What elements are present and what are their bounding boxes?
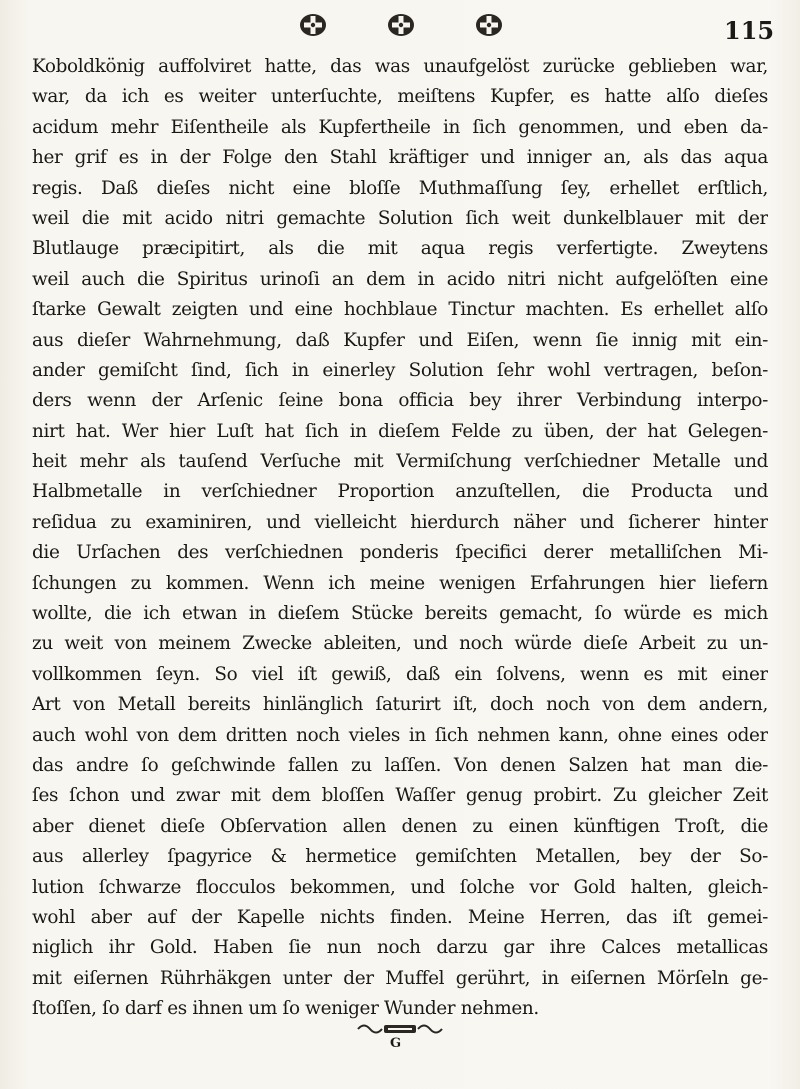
text-line: ſes ſchon und zwar mit dem bloſſen Waſſer genug probirt. Zu gleicher Zeit <box>32 785 768 807</box>
text-line: ſtarke Gewalt zeigten und eine hochblaue Tinctur machten. Es erhellet alſo <box>32 299 768 321</box>
text-line: ander gemiſcht ſind, ſich in einerley Solution ſehr wohl vertragen, beſon- <box>32 359 768 381</box>
text-line: ſchungen zu kommen. Wenn ich meine wenigen Erfahrungen hier liefern <box>32 572 768 594</box>
signature-mark: G <box>390 1036 402 1051</box>
page-header <box>0 6 800 46</box>
cross-ornament-icon <box>298 12 328 38</box>
text-line: mit eiſernen Rührhäkgen unter der Muffel gerührt, in eiſernen Mörſeln ge- <box>32 967 768 989</box>
text-line: reſidua zu examiniren, und vielleicht hierdurch näher und ſicherer hinter <box>32 511 768 533</box>
text-line: aus allerley ſpagyrice & hermetice gemiſchten Metallen, bey der So- <box>32 846 768 868</box>
text-line: acidum mehr Eiſentheile als Kupfertheile in ſich genommen, und eben da- <box>32 116 768 138</box>
text-line: niglich ihr Gold. Haben ſie nun noch darzu gar ihre Calces metallicas <box>32 937 768 959</box>
text-line: Halbmetalle in verſchiedner Proportion anzuſtellen, die Producta und <box>32 481 768 503</box>
cross-ornament-icon <box>386 12 416 38</box>
text-line: zu weit von meinem Zwecke ableiten, und noch würde dieſe Arbeit zu un- <box>32 633 768 655</box>
text-line: das andre ſo geſchwinde fallen zu laſſen. Von denen Salzen hat man die- <box>32 754 768 776</box>
page-number: 115 <box>724 16 775 45</box>
text-line: wollte, die ich etwan in dieſem Stücke bereits gemacht, ſo würde es mich <box>32 603 768 625</box>
text-line: wohl aber auf der Kapelle nichts finden. Meine Herren, das iſt gemei- <box>32 906 768 928</box>
body-text <box>32 52 768 1025</box>
text-line: Koboldkönig auffolviret hatte, das was unaufgelöst zurücke geblieben war, <box>32 56 768 77</box>
text-line: aber dienet dieſe Obſervation allen denen zu einen künftigen Troſt, die <box>32 815 768 837</box>
text-line: ſtoſſen, ſo darf es ihnen um ſo weniger Wunder nehmen. <box>32 998 539 1020</box>
text-line: war, da ich es weiter unterſuchte, meiſtens Kupfer, es hatte alſo dieſes <box>32 86 768 108</box>
text-line: heit mehr als tauſend Verſuche mit Vermiſchung verſchiedner Metalle und <box>32 451 768 473</box>
text-line: ders wenn der Arſenic ſeine bona officia bey ihrer Verbindung interpo- <box>32 390 768 412</box>
text-line: weil auch die Spiritus urinoſi an dem in acido nitri nicht aufgelöſten eine <box>32 268 768 290</box>
text-line: vollkommen ſeyn. So viel iſt gewiß, daß ein ſolvens, wenn es mit einer <box>32 663 768 685</box>
text-line: aus dieſer Wahrnehmung, daß Kupfer und Eiſen, wenn ſie innig mit ein- <box>32 329 768 351</box>
cross-ornament-icon <box>474 12 504 38</box>
text-line: weil die mit acido nitri gemachte Solution ſich weit dunkelblauer mit der <box>32 207 768 229</box>
text-line: die Urſachen des verſchiednen ponderis ſpecifici derer metalliſchen Mi- <box>32 542 768 564</box>
text-line: Blutlauge præcipitirt, als die mit aqua regis verfertigte. Zweytens <box>32 238 768 260</box>
text-line: auch wohl von dem dritten noch vieles in ſich nehmen kann, ohne eines oder <box>32 724 768 746</box>
text-line: lution ſchwarze flocculos bekommen, und ſolche vor Gold halten, gleich- <box>32 876 768 898</box>
text-line: her grif es in der Folge den Stahl kräftiger und inniger an, als das aqua <box>32 147 768 169</box>
text-line: nirt hat. Wer hier Luſt hat ſich in dieſem Felde zu üben, der hat Gelegen- <box>32 420 768 442</box>
text-line: regis. Daß dieſes nicht eine bloſſe Muthmaſſung ſey, erhellet erſtlich, <box>32 177 768 199</box>
text-line: Art von Metall bereits hinlänglich ſaturirt iſt, doch noch von dem andern, <box>32 694 768 716</box>
